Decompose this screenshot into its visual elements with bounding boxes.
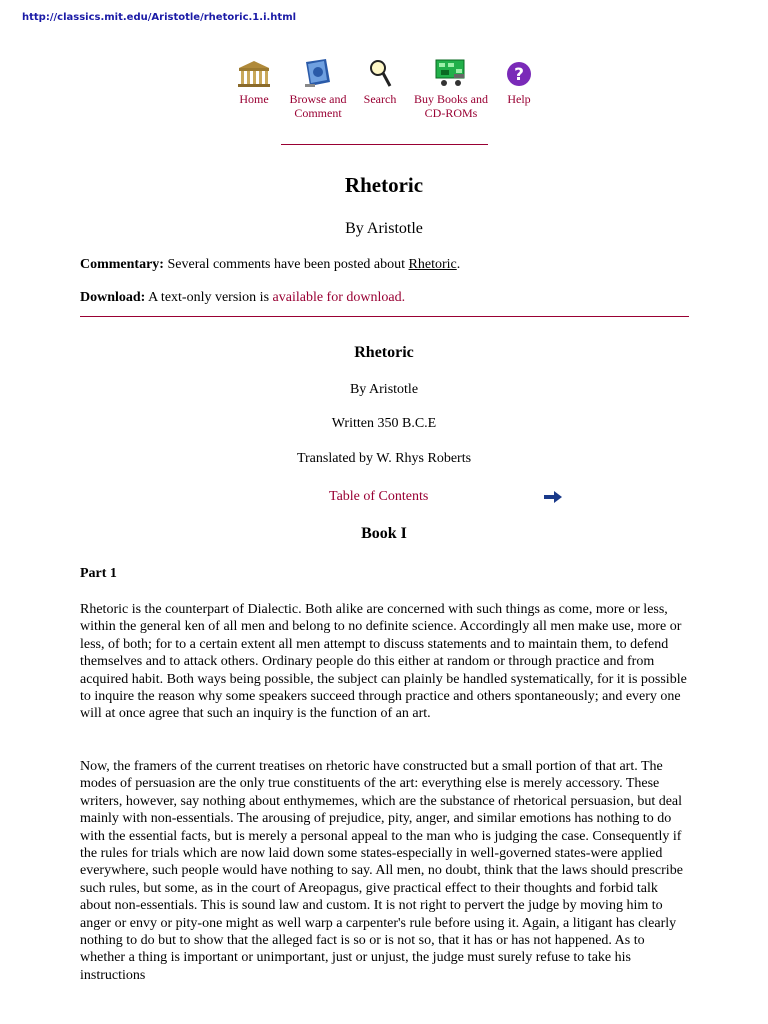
nav-buy-label-1: Buy Books and: [413, 92, 488, 106]
nav-search-label: Search: [363, 92, 397, 106]
nav-browse-label-2: Comment: [294, 106, 342, 120]
work-written: Written 350 B.C.E: [331, 416, 437, 431]
page-url[interactable]: http://classics.mit.edu/Aristotle/rhetoric.1.i.html: [22, 12, 297, 23]
page-title: Rhetoric: [344, 173, 424, 197]
nav-home-label: Home: [239, 92, 269, 106]
commentary-line: [80, 257, 690, 273]
nav-buy-books[interactable]: [410, 58, 492, 120]
work-translator: Translated by W. Rhys Roberts: [296, 451, 472, 466]
download-link[interactable]: available for download.: [272, 290, 406, 305]
part-heading: Part 1: [80, 566, 117, 581]
top-nav: [0, 58, 768, 128]
magnifier-icon: [368, 58, 392, 88]
commentary-text: Several comments have been posted about: [163, 257, 409, 272]
paragraph-2: Now, the framers of the current treatises on rhetoric have constructed but a small portion of that art. The modes of persuasion are the only true constituents of the art: everything else is merely accessory. These writers, however, say nothing about enthymemes, which are the substance of rhetorical persuasion, but deal mainly with non-essentials. The arousing of prejudice, pity, anger, and similar emotions has nothing to do with the essential facts, but is merely a personal appeal to the man who is judging the case. Consequently if the rules for trials which are now laid down some states-especially in well-governed states-were applied everywhere, such people would have nothing to say. All men, no doubt, think that the laws should prescribe such rules, but some, as in the court of Areopagus, give practical effect to their thoughts and forbid talk about non-essentials. This is sound law and custom. It is not right to pervert the judge by moving him to anger or envy or pity-one might as well warp a carpenter's rule before using it. Again, a litigant has clearly nothing to do but to show that the alleged fact is so or is not so, that it has or has not happened. As to whether a thing is important or unimportant, just or unjust, the judge must surely refuse to take his instructions: [80, 759, 683, 983]
next-arrow-icon[interactable]: [544, 490, 562, 502]
nav-browse-comment[interactable]: [283, 58, 353, 120]
temple-icon: [236, 58, 272, 88]
book-heading: Book I: [361, 525, 407, 542]
divider-short: [281, 144, 488, 145]
divider-long: [80, 316, 689, 317]
download-line: [80, 290, 690, 306]
nav-help-label: Help: [507, 92, 531, 106]
commentary-link[interactable]: Rhetoric: [408, 257, 457, 272]
cart-icon: [434, 58, 468, 88]
download-text: A text-only version is: [145, 290, 273, 305]
work-title: Rhetoric: [354, 344, 414, 361]
nav-browse-label-1: Browse and: [289, 92, 347, 106]
work-author: By Aristotle: [349, 382, 419, 397]
download-label: Download:: [80, 290, 146, 305]
help-icon: [505, 58, 533, 88]
nav-search[interactable]: [359, 58, 401, 106]
nav-help[interactable]: [503, 58, 535, 106]
page-author: By Aristotle: [345, 220, 423, 237]
paragraph-1: Rhetoric is the counterpart of Dialectic. Both alike are concerned with such things as come, more or less, within the general ken of all men and belong to no definite science. Accordingly all men make use, more or less, of both; for to a certain extent all men attempt to discuss statements and to maintain them, to defend themselves and to attack others. Ordinary people do this either at random or through practice and from acquired habit. Both ways being possible, the subject can plainly be handled systematically, for it is possible to inquire the reason why some speakers succeed through practice and others spontaneously; and every one will at once agree that such an inquiry is the function of an art.: [80, 602, 687, 722]
table-of-contents-link[interactable]: Table of Contents: [329, 489, 429, 504]
svg-text:?: ?: [514, 65, 524, 85]
nav-buy-label-2: CD-ROMs: [424, 106, 478, 120]
book-icon: [302, 58, 334, 88]
commentary-label: Commentary:: [80, 257, 164, 272]
nav-home[interactable]: [232, 58, 276, 106]
commentary-end: .: [456, 257, 461, 272]
